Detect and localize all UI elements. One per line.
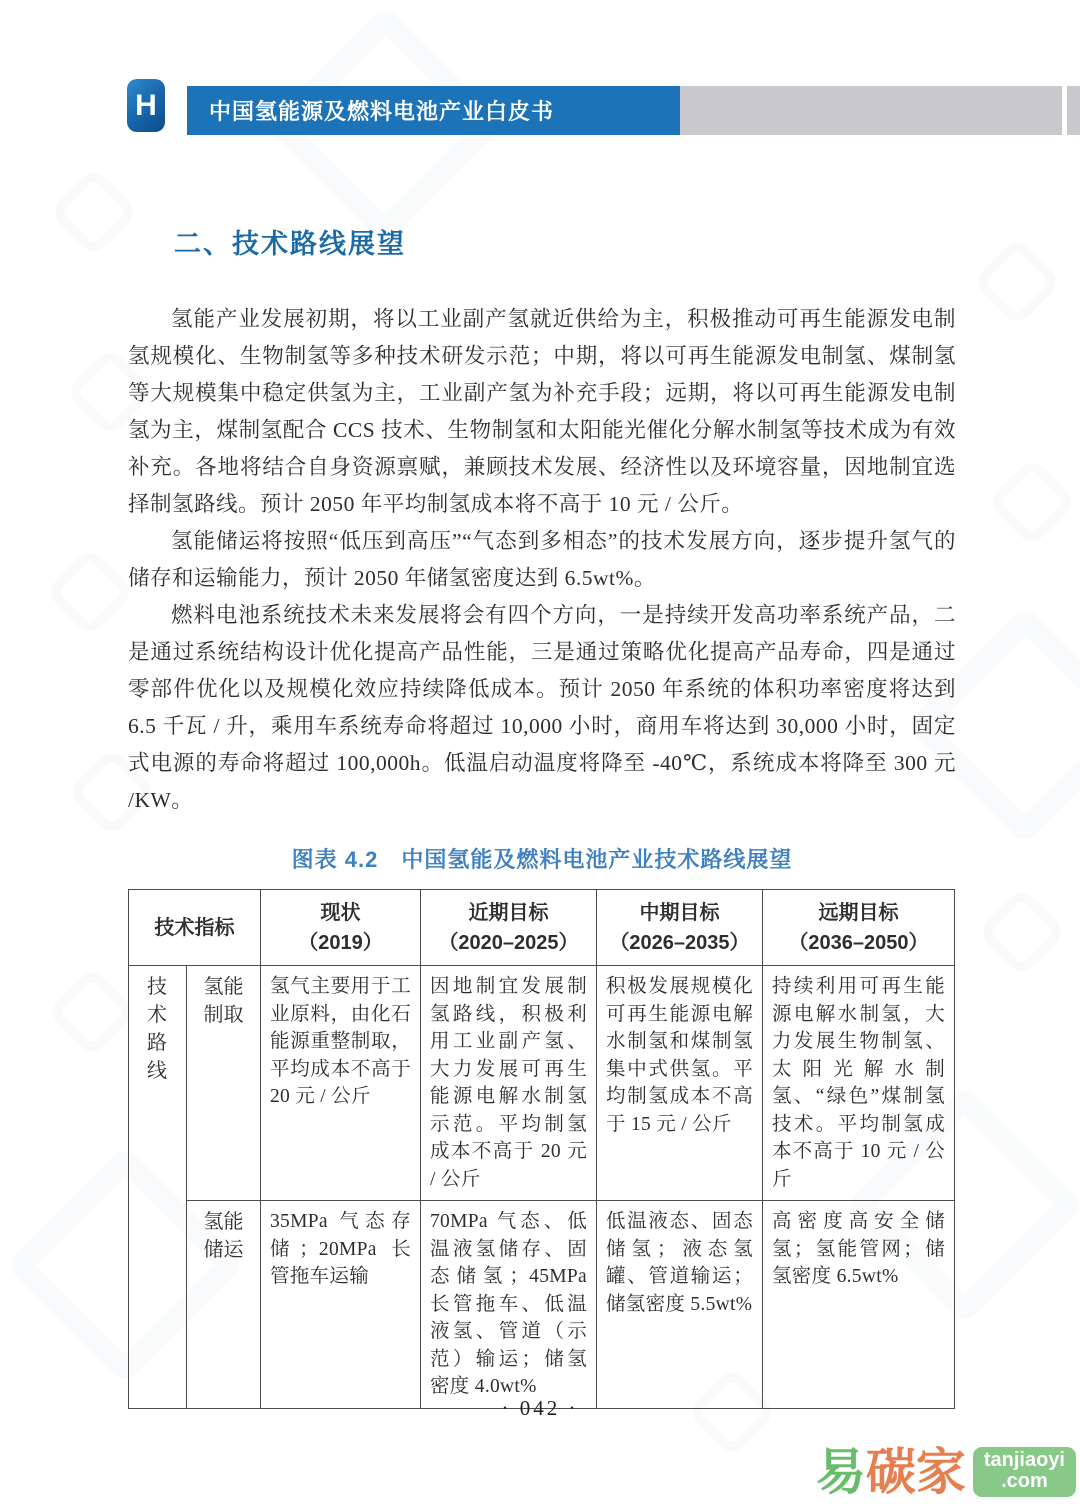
header-title: 远期目标 — [818, 901, 899, 924]
document-title-bar: 中国氢能源及燃料电池产业白皮书 — [187, 86, 680, 135]
brand-char-green: 易 — [815, 1444, 866, 1500]
header-title: 近期目标 — [468, 901, 549, 924]
header-period: （2020–2025） — [438, 931, 579, 954]
brand-chars-orange: 碳家 — [865, 1444, 966, 1500]
row-label: 氢能储运 — [187, 1201, 261, 1409]
header-cell-mid-term — [597, 890, 763, 966]
cell-production-mid: 积极发展规模化可再生能源电解水制氢和煤制氢集中式供氢。平均制氢成本不高于 15 元 / 公斤 — [597, 966, 763, 1201]
table-row-hydrogen-production — [129, 966, 955, 1201]
cell-storage-long: 高密度高安全储氢；氢能管网；储氢密度 6.5wt% — [763, 1201, 955, 1409]
page-content — [128, 222, 956, 1409]
cell-storage-current: 35MPa 气态存储；20MPa 长管拖车运输 — [261, 1201, 421, 1409]
header-title: 中期目标 — [639, 901, 720, 924]
brand-domain-line1: tanjiaoyi — [983, 1449, 1065, 1471]
header-cell-indicator: 技术指标 — [129, 890, 261, 966]
table-row-hydrogen-storage — [129, 1201, 955, 1409]
table-header-row — [129, 890, 955, 966]
header-period: （2036–2050） — [788, 931, 929, 954]
site-watermark — [816, 1446, 1076, 1498]
header-title: 现状 — [320, 901, 361, 924]
paragraph-fuel-cell-system: 燃料电池系统技术未来发展将会有四个方向，一是持续开发高功率系统产品，二是通过系统结构设计优化提高产品性能，三是通过策略优化提高产品寿命，四是通过零部件优化以及规模化效应持续降低成本。预计 2050 年系统的体积功率密度将达到 6.5 千瓦 / 升，乘用车系统寿命将超过 10,000 小时，商用车将达到 30,000 小时，固定式电源的寿命将超过 100,000h。低温启动温度将降至 -40℃，系统成本将降至 300 元 /KW。 — [128, 603, 956, 812]
row-label: 氢能制取 — [187, 966, 261, 1201]
roadmap-table — [128, 889, 955, 1409]
header-cell-current — [261, 890, 421, 966]
cell-production-near: 因地制宜发展制氢路线，积极利用工业副产氢、大力发展可再生能源电解水制氢示范。平均制氢成本不高于 20 元 / 公斤 — [421, 966, 597, 1201]
header-cell-near-term — [421, 890, 597, 966]
cell-production-current: 氢气主要用于工业原料，由化石能源重整制取，平均成本不高于 20 元 / 公斤 — [261, 966, 421, 1201]
header-gray-bar-end — [1067, 86, 1080, 135]
header-period: （2019） — [298, 931, 383, 954]
brand-domain-line2: .com — [1001, 1470, 1048, 1492]
table-caption: 图表 4.2 中国氢能及燃料电池产业技术路线展望 — [291, 847, 793, 872]
header-cell-long-term — [763, 890, 955, 966]
alliance-h-logo: H — [127, 79, 165, 132]
cell-storage-mid: 低温液态、固态储氢；液态氢罐、管道输运；储氢密度 5.5wt% — [597, 1201, 763, 1409]
cell-production-long: 持续利用可再生能源电解水制氢，大力发展生物制氢、太阳光解水制氢、“绿色”煤制氢技术。平均制氢成本不高于 10 元 / 公斤 — [763, 966, 955, 1201]
section-heading: 二、技术路线展望 — [174, 229, 406, 259]
paragraph-hydrogen-storage: 氢能储运将按照“低压到高压”“气态到多相态”的技术发展方向，逐步提升氢气的储存和运输能力，预计 2050 年储氢密度达到 6.5wt%。 — [128, 529, 956, 590]
brand-domain-badge — [973, 1447, 1076, 1497]
page-number: · 042 · — [501, 1396, 579, 1420]
cell-storage-near: 70MPa 气态、低温液氢储存、固态储氢；45MPa 长管拖车、低温液氢、管道（示范）输运；储氢密度 4.0wt% — [421, 1201, 597, 1409]
paragraph-hydrogen-production: 氢能产业发展初期，将以工业副产氢就近供给为主，积极推动可再生能源发电制氢规模化、生物制氢等多种技术研发示范；中期，将以可再生能源发电制氢、煤制氢等大规模集中稳定供氢为主，工业副产氢为补充手段；远期，将以可再生能源发电制氢为主，煤制氢配合 CCS 技术、生物制氢和太阳能光催化分解水制氢等技术成为有效补充。各地将结合自身资源禀赋，兼顾技术发展、经济性以及环境容量，因地制宜选择制氢路线。预计 2050 年平均制氢成本将不高于 10 元 / 公斤。 — [128, 307, 956, 516]
header-period: （2026–2035） — [609, 931, 750, 954]
header-gray-bar — [680, 86, 1062, 135]
body-text — [128, 301, 956, 819]
row-group-label: 技术路线 — [129, 966, 187, 1409]
